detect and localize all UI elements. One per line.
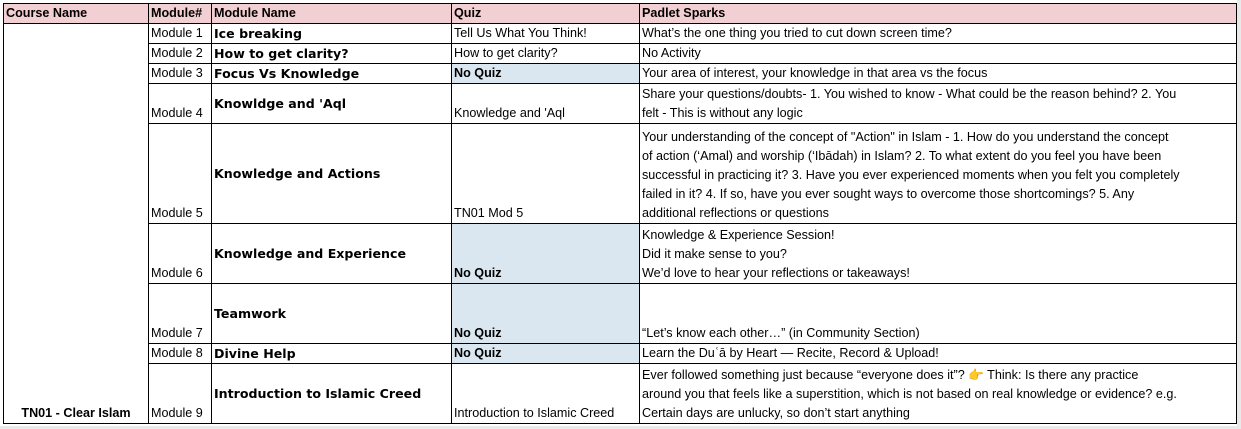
module-name-cell[interactable]: Knowledge and Actions bbox=[212, 124, 452, 224]
module-number-cell[interactable]: Module 1 bbox=[149, 24, 212, 44]
spark-line: Your understanding of the concept of "Action" in Islam - 1. How do you understand the concept bbox=[642, 130, 1169, 144]
quiz-cell[interactable]: TN01 Mod 5 bbox=[452, 124, 640, 224]
spark-line: Your area of interest, your knowledge in that area vs the focus bbox=[642, 66, 988, 80]
module-number-cell[interactable]: Module 8 bbox=[149, 344, 212, 364]
module-name-cell[interactable]: Teamwork bbox=[212, 284, 452, 344]
padlet-spark-cell[interactable] bbox=[640, 124, 1237, 224]
header-row bbox=[4, 4, 1237, 24]
header-module-number[interactable]: Module# bbox=[149, 4, 212, 24]
table-row bbox=[4, 24, 1237, 44]
spark-line: additional reflections or questions bbox=[642, 206, 829, 220]
table-row bbox=[4, 44, 1237, 64]
table-row bbox=[4, 224, 1237, 284]
spark-line: We’d love to hear your reflections or takeaways! bbox=[642, 266, 910, 280]
quiz-cell[interactable]: No Quiz bbox=[452, 64, 640, 84]
spark-line: Certain days are unlucky, so don’t start anything bbox=[642, 406, 910, 420]
header-course-name[interactable]: Course Name bbox=[4, 4, 149, 24]
quiz-cell[interactable]: How to get clarity? bbox=[452, 44, 640, 64]
padlet-spark-cell[interactable] bbox=[640, 224, 1237, 284]
header-module-name[interactable]: Module Name bbox=[212, 4, 452, 24]
spark-line: Ever followed something just because “everyone does it”? 👉 Think: Is there any practice bbox=[642, 368, 1139, 382]
padlet-spark-cell[interactable] bbox=[640, 24, 1237, 44]
module-name-cell[interactable]: Knowledge and Experience bbox=[212, 224, 452, 284]
spark-line: Share your questions/doubts- 1. You wished to know - What could be the reason behind? 2. You bbox=[642, 87, 1177, 101]
quiz-cell[interactable]: Tell Us What You Think! bbox=[452, 24, 640, 44]
table-row bbox=[4, 64, 1237, 84]
quiz-cell[interactable]: Knowledge and 'Aql bbox=[452, 84, 640, 124]
module-name-cell[interactable]: Introduction to Islamic Creed bbox=[212, 364, 452, 424]
table-row bbox=[4, 344, 1237, 364]
spark-line: No Activity bbox=[642, 46, 701, 60]
module-name-cell[interactable]: How to get clarity? bbox=[212, 44, 452, 64]
module-number-cell[interactable]: Module 2 bbox=[149, 44, 212, 64]
module-number-cell[interactable]: Module 4 bbox=[149, 84, 212, 124]
header-padlet-sparks[interactable]: Padlet Sparks bbox=[640, 4, 1237, 24]
module-number-cell[interactable]: Module 3 bbox=[149, 64, 212, 84]
module-name-cell[interactable]: Divine Help bbox=[212, 344, 452, 364]
padlet-spark-cell[interactable] bbox=[640, 364, 1237, 424]
padlet-spark-cell[interactable] bbox=[640, 84, 1237, 124]
window-edge bbox=[1237, 0, 1241, 429]
quiz-cell[interactable]: No Quiz bbox=[452, 284, 640, 344]
spark-line: failed in it? 4. If so, have you ever sought ways to overcome those shortcomings? 5. Any bbox=[642, 187, 1135, 201]
module-number-cell[interactable]: Module 6 bbox=[149, 224, 212, 284]
spark-line: felt - This is without any logic bbox=[642, 106, 803, 120]
quiz-cell[interactable]: Introduction to Islamic Creed bbox=[452, 364, 640, 424]
spark-line: successful in practicing it? 3. Have you ever experienced moments when you felt you completely bbox=[642, 168, 1180, 182]
padlet-spark-cell[interactable] bbox=[640, 284, 1237, 344]
header-quiz[interactable]: Quiz bbox=[452, 4, 640, 24]
course-name-cell[interactable]: TN01 - Clear Islam bbox=[4, 24, 149, 424]
table-row bbox=[4, 84, 1237, 124]
spark-line: “Let’s know each other…” (in Community Section) bbox=[642, 326, 920, 340]
module-number-cell[interactable]: Module 5 bbox=[149, 124, 212, 224]
module-name-cell[interactable]: Knowldge and 'Aql bbox=[212, 84, 452, 124]
module-name-cell[interactable]: Ice breaking bbox=[212, 24, 452, 44]
padlet-spark-cell[interactable] bbox=[640, 64, 1237, 84]
spark-line: around you that feels like a superstition, which is not based on real knowledge or evidence? e.g. bbox=[642, 387, 1177, 401]
spark-line: of action (‘Amal) and worship (‘Ibādah) in Islam? 2. To what extent do you feel you have been bbox=[642, 149, 1162, 163]
spark-line: Knowledge & Experience Session! bbox=[642, 228, 835, 242]
padlet-spark-cell[interactable] bbox=[640, 44, 1237, 64]
quiz-cell[interactable]: No Quiz bbox=[452, 224, 640, 284]
spark-line: Learn the Duʿā by Heart — Recite, Record & Upload! bbox=[642, 346, 939, 360]
table-row bbox=[4, 124, 1237, 224]
spark-line: Did it make sense to you? bbox=[642, 247, 787, 261]
table-row bbox=[4, 284, 1237, 344]
course-table bbox=[3, 3, 1237, 424]
module-number-cell[interactable]: Module 9 bbox=[149, 364, 212, 424]
padlet-spark-cell[interactable] bbox=[640, 344, 1237, 364]
table-row bbox=[4, 364, 1237, 424]
module-number-cell[interactable]: Module 7 bbox=[149, 284, 212, 344]
spark-line: What’s the one thing you tried to cut down screen time? bbox=[642, 26, 952, 40]
quiz-cell[interactable]: No Quiz bbox=[452, 344, 640, 364]
module-name-cell[interactable]: Focus Vs Knowledge bbox=[212, 64, 452, 84]
